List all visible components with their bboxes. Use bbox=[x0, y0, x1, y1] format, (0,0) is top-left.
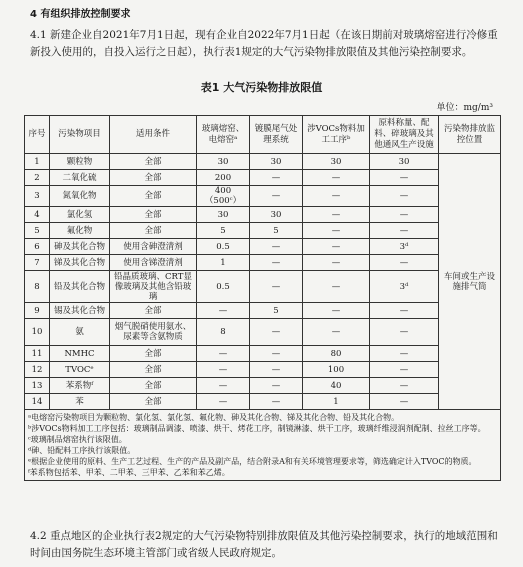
note-e: ᵉ根据企业使用的原料、生产工艺过程、生产的产品及副产品，结合附录A和有关环境管理要求等，筛选确定计入TVOC的物质。 bbox=[28, 457, 477, 466]
row-condition: 使用含锑澄清剂 bbox=[110, 255, 197, 271]
header-cell: 玻璃熔窑、电熔窑ᵃ bbox=[197, 116, 250, 154]
row-limit-vocs: 100 bbox=[303, 362, 370, 378]
table-title: 表1 大气污染物排放限值 bbox=[200, 81, 323, 94]
note-f: ᶠ苯系物包括苯、甲苯、二甲苯、三甲苯、乙苯和苯乙烯。 bbox=[28, 468, 230, 477]
table-row bbox=[25, 346, 501, 362]
row-no: 8 bbox=[25, 271, 50, 303]
row-condition: 全部 bbox=[110, 303, 197, 319]
row-limit-furnace: 400（500ᶜ） bbox=[197, 186, 250, 207]
table-row bbox=[25, 319, 501, 346]
row-item: 二氧化硫 bbox=[50, 170, 110, 186]
table-row bbox=[25, 362, 501, 378]
row-limit-coating: — bbox=[250, 170, 303, 186]
table-row bbox=[25, 394, 501, 410]
table-header-row bbox=[25, 116, 501, 154]
header-cell: 适用条件 bbox=[110, 116, 197, 154]
row-limit-vocs: — bbox=[303, 271, 370, 303]
row-condition: 全部 bbox=[110, 223, 197, 239]
row-no: 3 bbox=[25, 186, 50, 207]
row-no: 1 bbox=[25, 154, 50, 170]
row-limit-vocs: — bbox=[303, 207, 370, 223]
row-limit-other: — bbox=[370, 255, 439, 271]
header-cell: 镀膜尾气处理系统 bbox=[250, 116, 303, 154]
table-unit: 单位：mg/m³ bbox=[436, 103, 493, 113]
row-item: 氨 bbox=[50, 319, 110, 346]
paragraph-4-1: 4.1 新建企业自2021年7月1日起，现有企业自2022年7月1日起（在该日期前对玻璃熔窑进行冷修重新投入使用的，自投入运行之日起），执行表1规定的大气污染物排放限值及其他污染控制要求。 bbox=[30, 29, 498, 58]
row-limit-furnace: 1 bbox=[197, 255, 250, 271]
row-limit-vocs: — bbox=[303, 239, 370, 255]
section-heading: 4 有组织排放控制要求 bbox=[30, 9, 131, 20]
row-limit-other: — bbox=[370, 346, 439, 362]
row-item: 氮氧化物 bbox=[50, 186, 110, 207]
note-d: ᵈ砷、铅配料工序执行该限值。 bbox=[28, 446, 136, 455]
row-limit-coating: — bbox=[250, 186, 303, 207]
row-limit-other: — bbox=[370, 362, 439, 378]
row-limit-other: 3ᵈ bbox=[370, 239, 439, 255]
row-limit-coating: 5 bbox=[250, 303, 303, 319]
row-condition: 使用含砷澄清剂 bbox=[110, 239, 197, 255]
row-limit-coating: 30 bbox=[250, 154, 303, 170]
row-limit-vocs: — bbox=[303, 170, 370, 186]
table-notes-row bbox=[25, 410, 501, 481]
row-condition: 全部 bbox=[110, 394, 197, 410]
row-limit-other: — bbox=[370, 378, 439, 394]
row-condition: 全部 bbox=[110, 378, 197, 394]
table-row bbox=[25, 170, 501, 186]
table-notes bbox=[25, 410, 501, 481]
header-cell: 涉VOCs物料加工工序ᵇ bbox=[303, 116, 370, 154]
table-row bbox=[25, 186, 501, 207]
row-limit-vocs: — bbox=[303, 255, 370, 271]
row-item: 铅及其化合物 bbox=[50, 271, 110, 303]
row-limit-furnace: 30 bbox=[197, 154, 250, 170]
row-no: 11 bbox=[25, 346, 50, 362]
row-no: 7 bbox=[25, 255, 50, 271]
row-limit-coating: — bbox=[250, 255, 303, 271]
row-condition: 全部 bbox=[110, 170, 197, 186]
row-condition: 全部 bbox=[110, 207, 197, 223]
row-limit-other: — bbox=[370, 319, 439, 346]
row-condition: 全部 bbox=[110, 154, 197, 170]
row-limit-vocs: — bbox=[303, 319, 370, 346]
row-limit-coating: 30 bbox=[250, 207, 303, 223]
row-limit-other: — bbox=[370, 186, 439, 207]
row-limit-furnace: — bbox=[197, 378, 250, 394]
row-limit-coating: — bbox=[250, 362, 303, 378]
paragraph-4-2: 4.2 重点地区的企业执行表2规定的大气污染物特别排放限值及其他污染控制要求，执行的地域范围和时间由国务院生态环境主管部门或省级人民政府规定。 bbox=[30, 530, 498, 559]
row-limit-other: — bbox=[370, 170, 439, 186]
row-limit-vocs: — bbox=[303, 303, 370, 319]
row-limit-furnace: — bbox=[197, 394, 250, 410]
row-condition: 烟气脱硝使用氨水、尿素等含氨物质 bbox=[110, 319, 197, 346]
table-row bbox=[25, 255, 501, 271]
row-limit-other: — bbox=[370, 223, 439, 239]
table-row bbox=[25, 154, 501, 170]
row-limit-coating: — bbox=[250, 394, 303, 410]
row-limit-coating: 5 bbox=[250, 223, 303, 239]
row-limit-other: 30 bbox=[370, 154, 439, 170]
row-limit-furnace: 5 bbox=[197, 223, 250, 239]
row-condition: 全部 bbox=[110, 362, 197, 378]
row-item: 苯系物ᶠ bbox=[50, 378, 110, 394]
row-limit-furnace: 0.5 bbox=[197, 239, 250, 255]
row-no: 12 bbox=[25, 362, 50, 378]
row-limit-vocs: 80 bbox=[303, 346, 370, 362]
row-limit-vocs: 1 bbox=[303, 394, 370, 410]
row-limit-coating: — bbox=[250, 239, 303, 255]
monitor-location-cell: 车间或生产设施排气筒 bbox=[439, 154, 501, 410]
row-no: 13 bbox=[25, 378, 50, 394]
row-limit-coating: — bbox=[250, 271, 303, 303]
row-limit-coating: — bbox=[250, 319, 303, 346]
row-limit-other: — bbox=[370, 394, 439, 410]
row-no: 10 bbox=[25, 319, 50, 346]
row-limit-other: — bbox=[370, 303, 439, 319]
row-limit-furnace: — bbox=[197, 362, 250, 378]
row-no: 4 bbox=[25, 207, 50, 223]
row-limit-vocs: 40 bbox=[303, 378, 370, 394]
row-no: 14 bbox=[25, 394, 50, 410]
note-b: ᵇ涉VOCs物料加工工序包括：玻璃制品调漆、喷漆、烘干、烤花工序，制镜淋漆、烘干工序，玻璃纤维浸润剂配制、拉丝工序等。 bbox=[28, 424, 486, 433]
table-row bbox=[25, 303, 501, 319]
header-cell: 原料称量、配料、碎玻璃及其他通风生产设施 bbox=[370, 116, 439, 154]
row-item: 锡及其化合物 bbox=[50, 303, 110, 319]
header-cell: 污染物排放监控位置 bbox=[439, 116, 501, 154]
row-limit-furnace: — bbox=[197, 346, 250, 362]
table-row bbox=[25, 271, 501, 303]
row-limit-coating: — bbox=[250, 346, 303, 362]
row-limit-vocs: 30 bbox=[303, 154, 370, 170]
row-limit-coating: — bbox=[250, 378, 303, 394]
row-limit-furnace: — bbox=[197, 303, 250, 319]
note-c: ᶜ玻璃制品熔窑执行该限值。 bbox=[28, 435, 127, 444]
row-item: 氯化氢 bbox=[50, 207, 110, 223]
row-item: 锑及其化合物 bbox=[50, 255, 110, 271]
row-item: 苯 bbox=[50, 394, 110, 410]
table-row bbox=[25, 207, 501, 223]
header-cell: 序号 bbox=[25, 116, 50, 154]
row-item: 颗粒物 bbox=[50, 154, 110, 170]
row-limit-vocs: — bbox=[303, 186, 370, 207]
row-no: 2 bbox=[25, 170, 50, 186]
row-limit-other: — bbox=[370, 207, 439, 223]
row-limit-furnace: 0.5 bbox=[197, 271, 250, 303]
table-row bbox=[25, 378, 501, 394]
row-condition: 全部 bbox=[110, 346, 197, 362]
row-item: 砷及其化合物 bbox=[50, 239, 110, 255]
row-limit-vocs: — bbox=[303, 223, 370, 239]
emission-limits-table bbox=[24, 115, 501, 481]
table-row bbox=[25, 239, 501, 255]
row-no: 5 bbox=[25, 223, 50, 239]
header-cell: 污染物项目 bbox=[50, 116, 110, 154]
table-row bbox=[25, 223, 501, 239]
row-limit-furnace: 8 bbox=[197, 319, 250, 346]
row-limit-furnace: 200 bbox=[197, 170, 250, 186]
row-condition: 全部 bbox=[110, 186, 197, 207]
row-no: 9 bbox=[25, 303, 50, 319]
row-item: NMHC bbox=[50, 346, 110, 362]
row-condition: 铅晶质玻璃、CRT显像玻璃及其他含铅玻璃 bbox=[110, 271, 197, 303]
row-limit-furnace: 30 bbox=[197, 207, 250, 223]
row-no: 6 bbox=[25, 239, 50, 255]
row-limit-other: 3ᵈ bbox=[370, 271, 439, 303]
note-a: ᵃ电熔窑污染物项目为颗粒物、氯化氢、氯化氢、氟化物、砷及其化合物、锑及其化合物、铅及其化合物。 bbox=[28, 413, 400, 422]
row-item: 氟化物 bbox=[50, 223, 110, 239]
row-item: TVOCᵉ bbox=[50, 362, 110, 378]
